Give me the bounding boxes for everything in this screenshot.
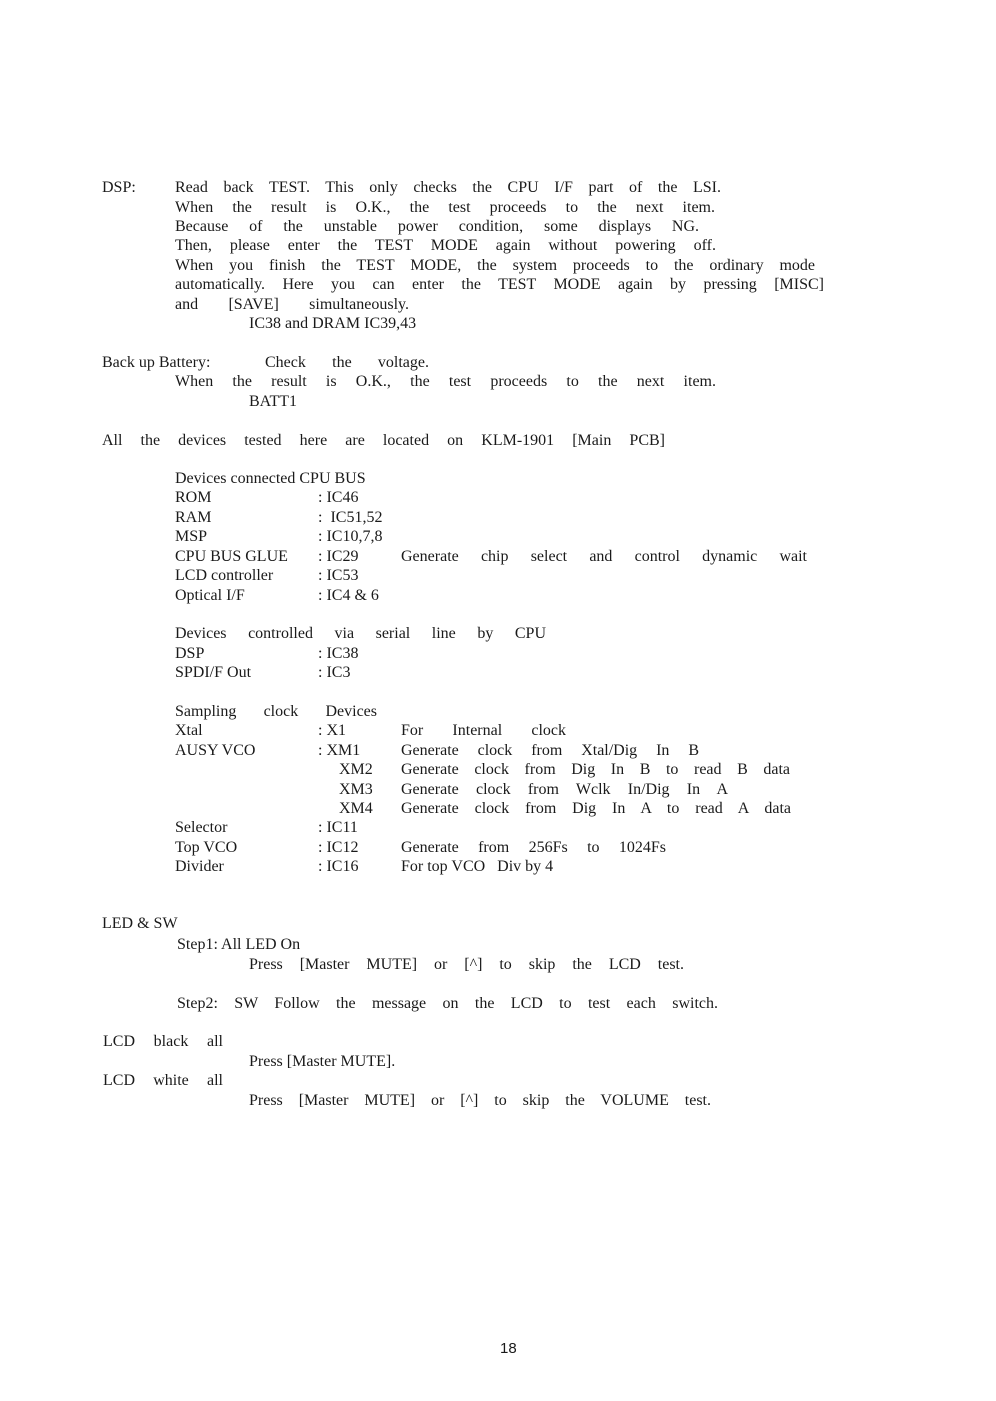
clock-row-ic: XM2 <box>339 761 373 778</box>
cpu-bus-row-ic: : IC46 <box>318 489 359 506</box>
lcd-black-press: Press [Master MUTE]. <box>249 1053 396 1070</box>
clock-row-desc: Generate clock from Xtal/Dig In B <box>401 742 699 759</box>
serial-heading: Devices controlled via serial line by CPU <box>175 625 546 642</box>
location-note: All the devices tested here are located on KLM-1901 [Main PCB] <box>102 432 665 449</box>
clock-row-ic: XM3 <box>339 781 373 798</box>
cpu-bus-row-ic: : IC51,52 <box>318 509 383 526</box>
dsp-line-5: When you finish the TEST MODE, the system proceeds to the ordinary mode <box>175 257 815 274</box>
clock-row-ic: XM4 <box>339 800 373 817</box>
dsp-label: DSP: <box>102 179 136 196</box>
cpu-bus-row-name: MSP <box>175 528 208 545</box>
clock-row-name: AUSY VCO <box>175 742 256 759</box>
serial-row-name: DSP <box>175 645 205 662</box>
clock-row-name: Divider <box>175 858 224 875</box>
clock-row-ic: : IC16 <box>318 858 359 875</box>
clock-row-name: Top VCO <box>175 839 238 856</box>
clock-row-ic: : IC11 <box>318 819 358 836</box>
clock-row-desc: For Internal clock <box>401 722 566 739</box>
cpu-bus-row-name: Optical I/F <box>175 587 245 604</box>
clock-row-ic: : XM1 <box>318 742 361 759</box>
cpu-bus-row-name: LCD controller <box>175 567 274 584</box>
clock-row-ic: : X1 <box>318 722 346 739</box>
clock-row-ic: : IC12 <box>318 839 359 856</box>
clock-row-desc: For top VCO Div by 4 <box>401 858 554 875</box>
lcd-white-label: LCD white all <box>103 1072 223 1089</box>
battery-label: Back up Battery: <box>102 354 211 371</box>
dsp-line-2: When the result is O.K., the test proceeds to the next item. <box>175 199 715 216</box>
battery-part: BATT1 <box>249 393 297 410</box>
cpu-bus-row-ic: : IC53 <box>318 567 359 584</box>
serial-row-name: SPDI/F Out <box>175 664 252 681</box>
battery-text: Check the voltage. <box>265 354 429 371</box>
led-sw-step1: Step1: All LED On <box>177 936 301 953</box>
clock-row-desc: Generate clock from Wclk In/Dig In A <box>401 781 728 798</box>
cpu-bus-row-ic: : IC29 <box>318 548 359 565</box>
led-sw-step1-press: Press [Master MUTE] or [^] to skip the LCD test. <box>249 956 684 973</box>
cpu-bus-row-name: ROM <box>175 489 212 506</box>
cpu-bus-row-desc: Generate chip select and control dynamic wait <box>401 548 807 565</box>
dsp-line-7: and [SAVE] simultaneously. <box>175 296 409 313</box>
cpu-bus-row-ic: : IC4 & 6 <box>318 587 379 604</box>
led-sw-heading: LED & SW <box>102 915 178 932</box>
dsp-line-3: Because of the unstable power condition, some displays NG. <box>175 218 699 235</box>
lcd-white-press: Press [Master MUTE] or [^] to skip the VOLUME test. <box>249 1092 711 1109</box>
cpu-bus-row-ic: : IC10,7,8 <box>318 528 383 545</box>
page-number: 18 <box>500 1340 517 1357</box>
dsp-parts: IC38 and DRAM IC39,43 <box>249 315 417 332</box>
dsp-line-4: Then, please enter the TEST MODE again without powering off. <box>175 237 716 254</box>
lcd-black-label: LCD black all <box>103 1033 223 1050</box>
serial-row-ic: : IC38 <box>318 645 359 662</box>
cpu-bus-heading: Devices connected CPU BUS <box>175 470 366 487</box>
clock-row-name: Xtal <box>175 722 203 739</box>
clock-row-desc: Generate from 256Fs to 1024Fs <box>401 839 666 856</box>
led-sw-step2: Step2: SW Follow the message on the LCD to test each switch. <box>177 995 718 1012</box>
dsp-line-6: automatically. Here you can enter the TEST MODE again by pressing [MISC] <box>175 276 824 293</box>
cpu-bus-row-name: CPU BUS GLUE <box>175 548 288 565</box>
clock-row-name: Selector <box>175 819 228 836</box>
clock-heading: Sampling clock Devices <box>175 703 377 720</box>
clock-row-desc: Generate clock from Dig In B to read B data <box>401 761 790 778</box>
clock-row-desc: Generate clock from Dig In A to read A data <box>401 800 791 817</box>
battery-line-2: When the result is O.K., the test proceeds to the next item. <box>175 373 716 390</box>
cpu-bus-row-name: RAM <box>175 509 212 526</box>
serial-row-ic: : IC3 <box>318 664 351 681</box>
dsp-line-1: Read back TEST. This only checks the CPU I/F part of the LSI. <box>175 179 721 196</box>
